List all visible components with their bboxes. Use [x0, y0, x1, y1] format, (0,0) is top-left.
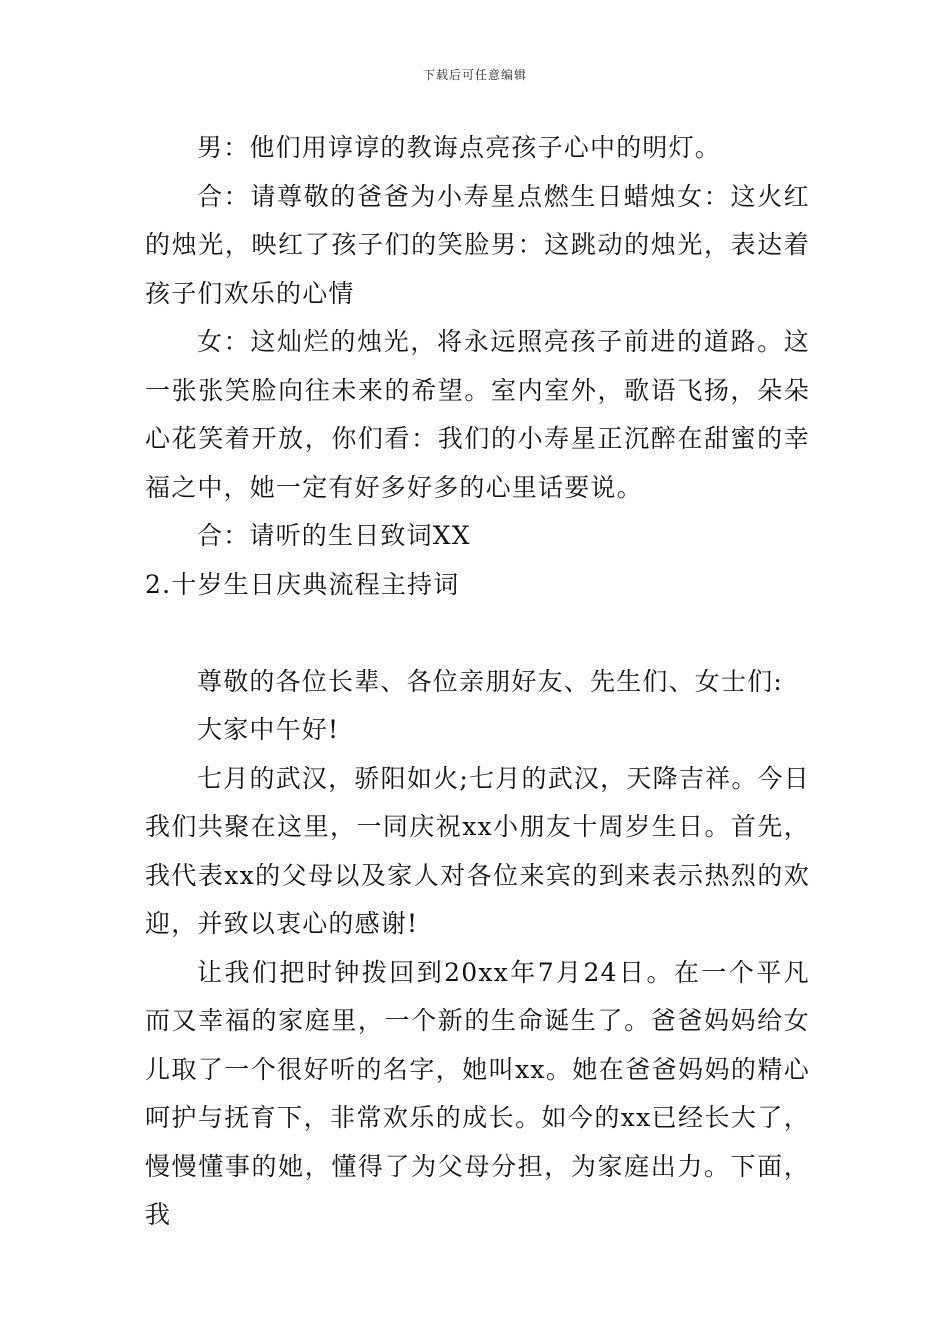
paragraph-8: 让我们把时钟拨回到20xx年7月24日。在一个平凡而又幸福的家庭里，一个新的生命诞生了。爸爸妈妈给女儿取了一个很好听的名字，她叫xx。她在爸爸妈妈的精心呵护与抚育下，非常欢乐的成长。如今的xx已经长大了，慢慢懂事的她，懂得了为父母分担，为家庭出力。下面，我 [145, 957, 810, 1229]
page-header-note: 下载后可任意编辑 [422, 68, 527, 82]
paragraph-4: 合：请听的生日致词XX [197, 521, 471, 550]
section-heading: 2.十岁生日庆典流程主持词 [145, 569, 460, 599]
paragraph-2: 合：请尊敬的爸爸为小寿星点燃生日蜡烛女：这火红的烛光，映红了孩子们的笑脸男：这跳动的烛光，表达着孩子们欢乐的心情 [145, 181, 810, 308]
paragraph-7: 七月的武汉，骄阳如火;七月的武汉，天降吉祥。今日我们共聚在这里，一同庆祝xx小朋友十周岁生日。首先，我代表xx的父母以及家人对各位来宾的到来表示热烈的欢迎，并致以衷心的感谢! [145, 763, 810, 938]
paragraph-3: 女：这灿烂的烛光，将永远照亮孩子前进的道路。这一张张笑脸向往未来的希望。室内室外，歌语飞扬，朵朵心花笑着开放，你们看：我们的小寿星正沉醉在甜蜜的幸福之中，她一定有好多好多的心里话要说。 [145, 327, 810, 502]
paragraph-6: 大家中午好! [197, 715, 340, 744]
paragraph-5: 尊敬的各位长辈、各位亲朋好友、先生们、女士们: [197, 666, 784, 696]
document-body [145, 124, 810, 1240]
blank-line [145, 609, 810, 658]
paragraph-1: 男：他们用谆谆的教诲点亮孩子心中的明灯。 [197, 133, 722, 162]
